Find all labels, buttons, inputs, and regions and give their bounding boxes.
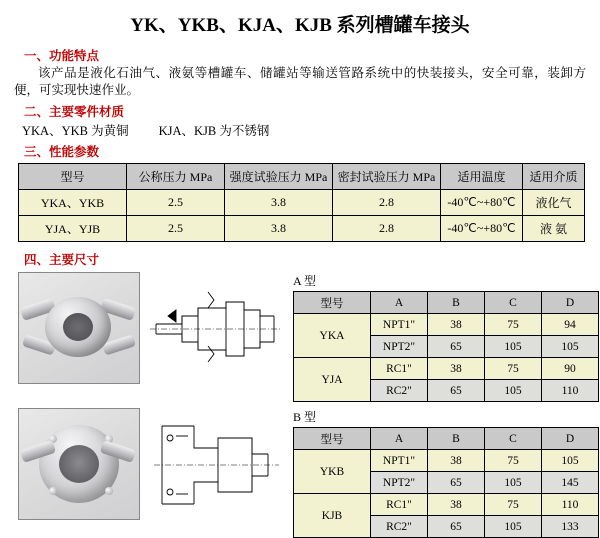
cell-c: 75 — [485, 358, 542, 380]
cell-d: 90 — [542, 358, 599, 380]
type-b-block — [293, 408, 599, 538]
section-heading-performance: 三、性能参数 — [24, 145, 100, 159]
col-medium: 适用介质 — [523, 164, 585, 190]
table-header-row — [294, 428, 599, 450]
table-header-row — [19, 164, 585, 190]
cell-a: RC2" — [371, 516, 428, 538]
col-a: A — [371, 428, 428, 450]
col-b: B — [428, 428, 485, 450]
col-a: A — [371, 292, 428, 314]
cell-d: 110 — [542, 494, 599, 516]
col-model: 型号 — [294, 428, 371, 450]
cell-model: YJA、YJB — [19, 216, 127, 242]
cell-b: 38 — [428, 494, 485, 516]
cell-nominal-pressure: 2.5 — [127, 190, 225, 216]
type-b-label: B 型 — [293, 410, 317, 424]
cell-c: 75 — [485, 450, 542, 472]
col-nominal-pressure: 公称压力 MPa — [127, 164, 225, 190]
section-heading-materials: 二、主要零件材质 — [24, 105, 125, 119]
col-c: C — [485, 428, 542, 450]
col-temperature: 适用温度 — [441, 164, 523, 190]
cell-b: 65 — [428, 336, 485, 358]
col-b: B — [428, 292, 485, 314]
cell-d: 145 — [542, 472, 599, 494]
col-strength-test-pressure: 强度试验压力 MPa — [225, 164, 333, 190]
cell-c: 105 — [485, 516, 542, 538]
col-model: 型号 — [294, 292, 371, 314]
cell-a: NPT1" — [371, 450, 428, 472]
cell-c: 105 — [485, 336, 542, 358]
cell-b: 65 — [428, 380, 485, 402]
col-d: D — [542, 292, 599, 314]
cell-c: 105 — [485, 380, 542, 402]
performance-table — [18, 163, 585, 242]
cell-temperature: -40℃~+80℃ — [441, 216, 523, 242]
table-row — [294, 494, 599, 516]
cell-model: YKA、YKB — [19, 190, 127, 216]
page-title: YK、YKB、KJA、KJB 系列槽罐车接头 — [130, 15, 470, 36]
cell-b: 38 — [428, 450, 485, 472]
cell-a: NPT1" — [371, 314, 428, 336]
cell-d: 94 — [542, 314, 599, 336]
cell-a: RC2" — [371, 380, 428, 402]
cell-temperature: -40℃~+80℃ — [441, 190, 523, 216]
cell-b: 65 — [428, 516, 485, 538]
cell-strength-test-pressure: 3.8 — [225, 190, 333, 216]
table-row — [294, 450, 599, 472]
dimensions-area — [10, 272, 590, 538]
cell-b: 65 — [428, 472, 485, 494]
col-model: 型号 — [19, 164, 127, 190]
cell-d: 110 — [542, 380, 599, 402]
cell-strength-test-pressure: 3.8 — [225, 216, 333, 242]
cell-b: 38 — [428, 314, 485, 336]
cell-d: 105 — [542, 450, 599, 472]
cell-medium: 液化气 — [523, 190, 585, 216]
col-c: C — [485, 292, 542, 314]
dimension-table-a — [293, 291, 599, 402]
cell-a: NPT2" — [371, 336, 428, 358]
table-row — [19, 190, 585, 216]
coupler-photo-a-image — [18, 272, 140, 384]
type-a-block — [293, 272, 599, 402]
col-d: D — [542, 428, 599, 450]
cell-model: YJA — [294, 358, 371, 402]
cell-model: YKB — [294, 450, 371, 494]
cell-model: YKA — [294, 314, 371, 358]
coupler-drawing-b-image — [148, 408, 283, 518]
cell-d: 133 — [542, 516, 599, 538]
cell-a: NPT2" — [371, 472, 428, 494]
cell-nominal-pressure: 2.5 — [127, 216, 225, 242]
cell-c: 105 — [485, 472, 542, 494]
dimension-block-a — [18, 272, 590, 402]
cell-c: 75 — [485, 314, 542, 336]
col-seal-test-pressure: 密封试验压力 MPa — [333, 164, 441, 190]
coupler-photo-b-image — [18, 408, 140, 520]
cell-a: RC1" — [371, 494, 428, 516]
cell-a: RC1" — [371, 358, 428, 380]
table-header-row — [294, 292, 599, 314]
materials-line — [22, 121, 590, 139]
features-text: 该产品是液化石油气、液氨等槽罐车、储罐站等输送管路系统中的快装接头，安全可靠，装卸方便，可实现快速作业。 — [14, 66, 586, 97]
cell-seal-test-pressure: 2.8 — [333, 216, 441, 242]
section-heading-dimensions: 四、主要尺寸 — [24, 253, 100, 267]
section-heading-features: 一、功能特点 — [24, 49, 100, 63]
cell-model: KJB — [294, 494, 371, 538]
dimension-block-b — [18, 408, 590, 538]
table-row — [294, 314, 599, 336]
cell-medium: 液 氨 — [523, 216, 585, 242]
cell-c: 75 — [485, 494, 542, 516]
coupler-drawing-a-image — [148, 272, 283, 382]
type-a-label: A 型 — [293, 274, 317, 288]
table-row — [294, 358, 599, 380]
dimension-table-b — [293, 427, 599, 538]
materials-right: KJA、KJB 为不锈钢 — [158, 124, 270, 138]
cell-seal-test-pressure: 2.8 — [333, 190, 441, 216]
cell-d: 105 — [542, 336, 599, 358]
cell-b: 38 — [428, 358, 485, 380]
table-row — [19, 216, 585, 242]
materials-left: YKA、YKB 为黄铜 — [22, 124, 129, 138]
